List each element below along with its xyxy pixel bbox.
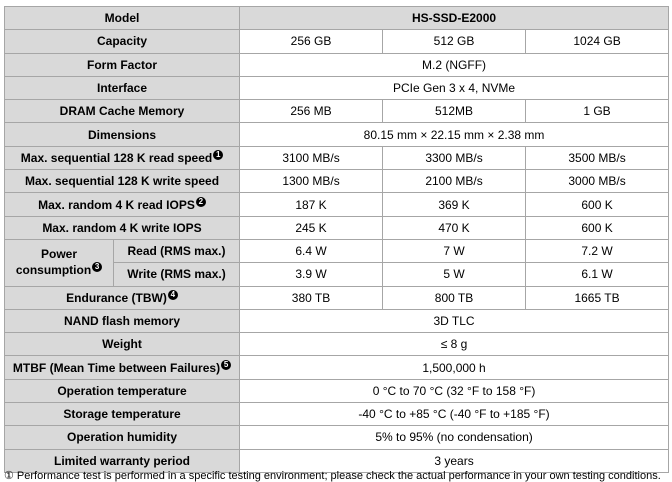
row-label: Model	[5, 7, 240, 30]
row-label: NAND flash memory	[5, 309, 240, 332]
row-label	[5, 193, 240, 216]
cell-value: 0 °C to 70 °C (32 °F to 158 °F)	[240, 379, 669, 402]
cell-value: 256 MB	[240, 100, 383, 123]
footnote-marker: 2	[196, 197, 206, 207]
cell-value: 7.2 W	[526, 239, 669, 262]
row-label: Dimensions	[5, 123, 240, 146]
cell-value: 512MB	[383, 100, 526, 123]
row-label	[5, 356, 240, 379]
cell-value: 3300 MB/s	[383, 146, 526, 169]
spec-table	[4, 6, 669, 473]
cell-value: 3.9 W	[240, 263, 383, 286]
row-label: Max. random 4 K write IOPS	[5, 216, 240, 239]
table-row	[5, 449, 669, 472]
cell-value: 3000 MB/s	[526, 170, 669, 193]
footnote-marker: 4	[168, 290, 178, 300]
cell-value: 1665 TB	[526, 286, 669, 309]
row-label-text: Endurance (TBW)	[66, 291, 167, 306]
row-label-text: Power	[40, 247, 77, 262]
footnote-marker: 5	[221, 360, 231, 370]
table-row	[5, 170, 669, 193]
table-row	[5, 239, 669, 262]
cell-value: 3D TLC	[240, 309, 669, 332]
cell-value: M.2 (NGFF)	[240, 53, 669, 76]
cell-value: 256 GB	[240, 30, 383, 53]
cell-value: 6.1 W	[526, 263, 669, 286]
row-label: Operation temperature	[5, 379, 240, 402]
row-label: Storage temperature	[5, 403, 240, 426]
row-label: Max. sequential 128 K write speed	[5, 170, 240, 193]
table-row	[5, 76, 669, 99]
cell-value: 3100 MB/s	[240, 146, 383, 169]
cell-value: PCIe Gen 3 x 4, NVMe	[240, 76, 669, 99]
cell-value: 7 W	[383, 239, 526, 262]
table-row	[5, 146, 669, 169]
cell-value: 3 years	[240, 449, 669, 472]
table-row	[5, 356, 669, 379]
cell-value: 369 K	[383, 193, 526, 216]
table-row	[5, 53, 669, 76]
cell-value: 187 K	[240, 193, 383, 216]
cell-value: 600 K	[526, 216, 669, 239]
footnote-marker: 3	[92, 262, 102, 272]
cell-value: 1,500,000 h	[240, 356, 669, 379]
cell-value: 80.15 mm × 22.15 mm × 2.38 mm	[240, 123, 669, 146]
table-row	[5, 193, 669, 216]
cell-value: 6.4 W	[240, 239, 383, 262]
table-row	[5, 123, 669, 146]
cell-value: 380 TB	[240, 286, 383, 309]
cell-value: 3500 MB/s	[526, 146, 669, 169]
row-label: Weight	[5, 333, 240, 356]
cell-value: 512 GB	[383, 30, 526, 53]
row-label: Interface	[5, 76, 240, 99]
table-row	[5, 426, 669, 449]
cell-value: 1300 MB/s	[240, 170, 383, 193]
cell-value: 800 TB	[383, 286, 526, 309]
power-consumption-label	[5, 239, 114, 286]
table-row	[5, 333, 669, 356]
table-row	[5, 216, 669, 239]
row-label: Operation humidity	[5, 426, 240, 449]
cell-value: 1024 GB	[526, 30, 669, 53]
row-label: Read (RMS max.)	[114, 239, 240, 262]
cell-value: -40 °C to +85 °C (-40 °F to +185 °F)	[240, 403, 669, 426]
row-label	[5, 146, 240, 169]
cell-value: 245 K	[240, 216, 383, 239]
row-label: Write (RMS max.)	[114, 263, 240, 286]
row-label: Capacity	[5, 30, 240, 53]
row-label: Limited warranty period	[5, 449, 240, 472]
cell-value: ≤ 8 g	[240, 333, 669, 356]
cell-value: 5 W	[383, 263, 526, 286]
cell-value: 600 K	[526, 193, 669, 216]
row-label: DRAM Cache Memory	[5, 100, 240, 123]
row-label-text: consumption	[15, 263, 92, 278]
row-label	[5, 286, 240, 309]
table-row	[5, 309, 669, 332]
table-row	[5, 403, 669, 426]
table-row	[5, 7, 669, 30]
model-name: HS-SSD-E2000	[240, 7, 669, 30]
footnote-text: ① Performance test is performed in a specific testing environment; please check the actual performance in your own testing conditions.	[4, 470, 661, 482]
table-row	[5, 286, 669, 309]
row-label-text: MTBF (Mean Time between Failures)	[12, 361, 221, 376]
cell-value: 470 K	[383, 216, 526, 239]
row-label: Form Factor	[5, 53, 240, 76]
cell-value: 2100 MB/s	[383, 170, 526, 193]
row-label-text: Max. sequential 128 K read speed	[20, 151, 213, 166]
footnote-marker: 1	[213, 150, 223, 160]
cell-value: 1 GB	[526, 100, 669, 123]
table-row	[5, 379, 669, 402]
cell-value: 5% to 95% (no condensation)	[240, 426, 669, 449]
row-label-text: Max. random 4 K read IOPS	[38, 198, 195, 213]
table-row	[5, 100, 669, 123]
table-row	[5, 30, 669, 53]
